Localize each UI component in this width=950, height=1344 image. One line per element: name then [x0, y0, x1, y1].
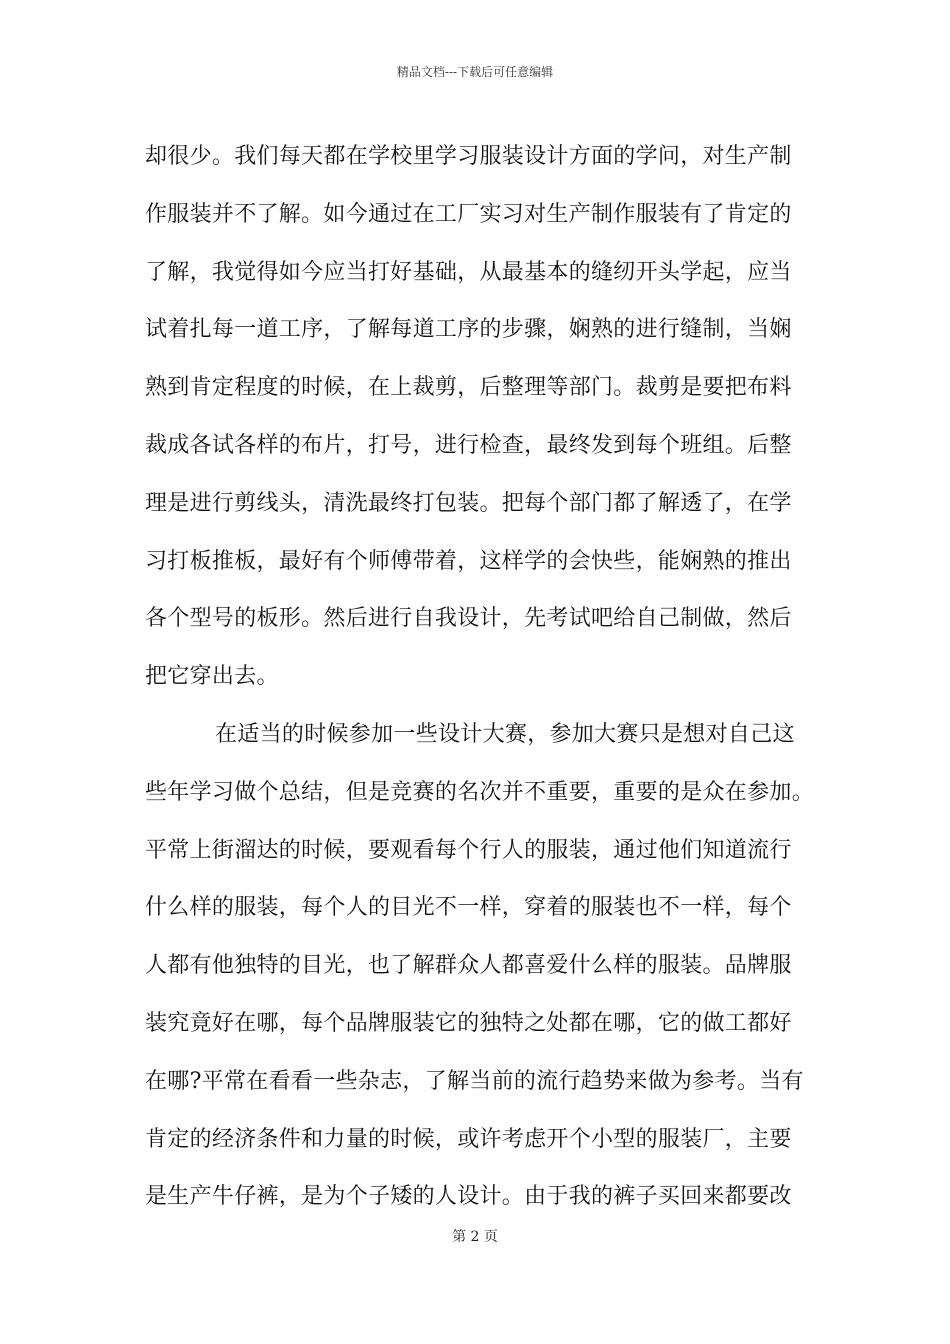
text-line: 了解，我觉得如今应当打好基础，从最基本的缝纫开头学起，应当	[145, 259, 792, 285]
text-line: 装究竟好在哪，每个品牌服装它的独特之处都在哪，它的做工都好	[145, 1010, 792, 1036]
text-line: 理是进行剪线头，清洗最终打包装。把每个部门都了解透了，在学	[145, 490, 792, 516]
text-line: 各个型号的板形。然后进行自我设计，先考试吧给自己制做，然后	[145, 606, 792, 632]
text-line: 人都有他独特的目光，也了解群众人都喜爱什么样的服装。品牌服	[145, 953, 792, 979]
text-line: 是生产牛仔裤，是为个子矮的人设计。由于我的裤子买回来都要改	[145, 1184, 792, 1210]
document-body	[145, 128, 825, 1226]
text-line: 在哪?平常在看看一些杂志，了解当前的流行趋势来做为参考。当有	[145, 1068, 804, 1094]
text-line: 却很少。我们每天都在学校里学习服装设计方面的学问，对生产制	[145, 144, 792, 169]
text-line: 把它穿出去。	[145, 664, 279, 690]
page-number: 第 2 页	[452, 1229, 498, 1245]
text-line: 裁成各试各样的布片，打号，进行检查，最终发到每个班组。后整	[145, 432, 792, 458]
text-line: 作服装并不了解。如今通过在工厂实习对生产制作服装有了肯定的	[145, 201, 792, 227]
text-line: 熟到肯定程度的时候，在上裁剪，后整理等部门。裁剪是要把布料	[145, 375, 792, 401]
text-line: 习打板推板，最好有个师傅带着，这样学的会快些，能娴熟的推出	[145, 548, 792, 574]
page-header: 精品文档---下载后可任意编辑	[396, 65, 554, 79]
text-line: 试着扎每一道工序，了解每道工序的步骤，娴熟的进行缝制，当娴	[145, 317, 792, 343]
text-line: 肯定的经济条件和力量的时候，或许考虑开个小型的服装厂，主要	[145, 1126, 792, 1152]
text-line: 什么样的服装，每个人的目光不一样，穿着的服装也不一样，每个	[145, 895, 792, 921]
text-line: 些年学习做个总结，但是竞赛的名次并不重要，重要的是众在参加。	[145, 779, 815, 805]
paragraph-first-line: 在适当的时候参加一些设计大赛，参加大赛只是想对自己这	[215, 721, 795, 747]
text-line: 平常上街溜达的时候，要观看每个行人的服装，通过他们知道流行	[145, 837, 792, 863]
